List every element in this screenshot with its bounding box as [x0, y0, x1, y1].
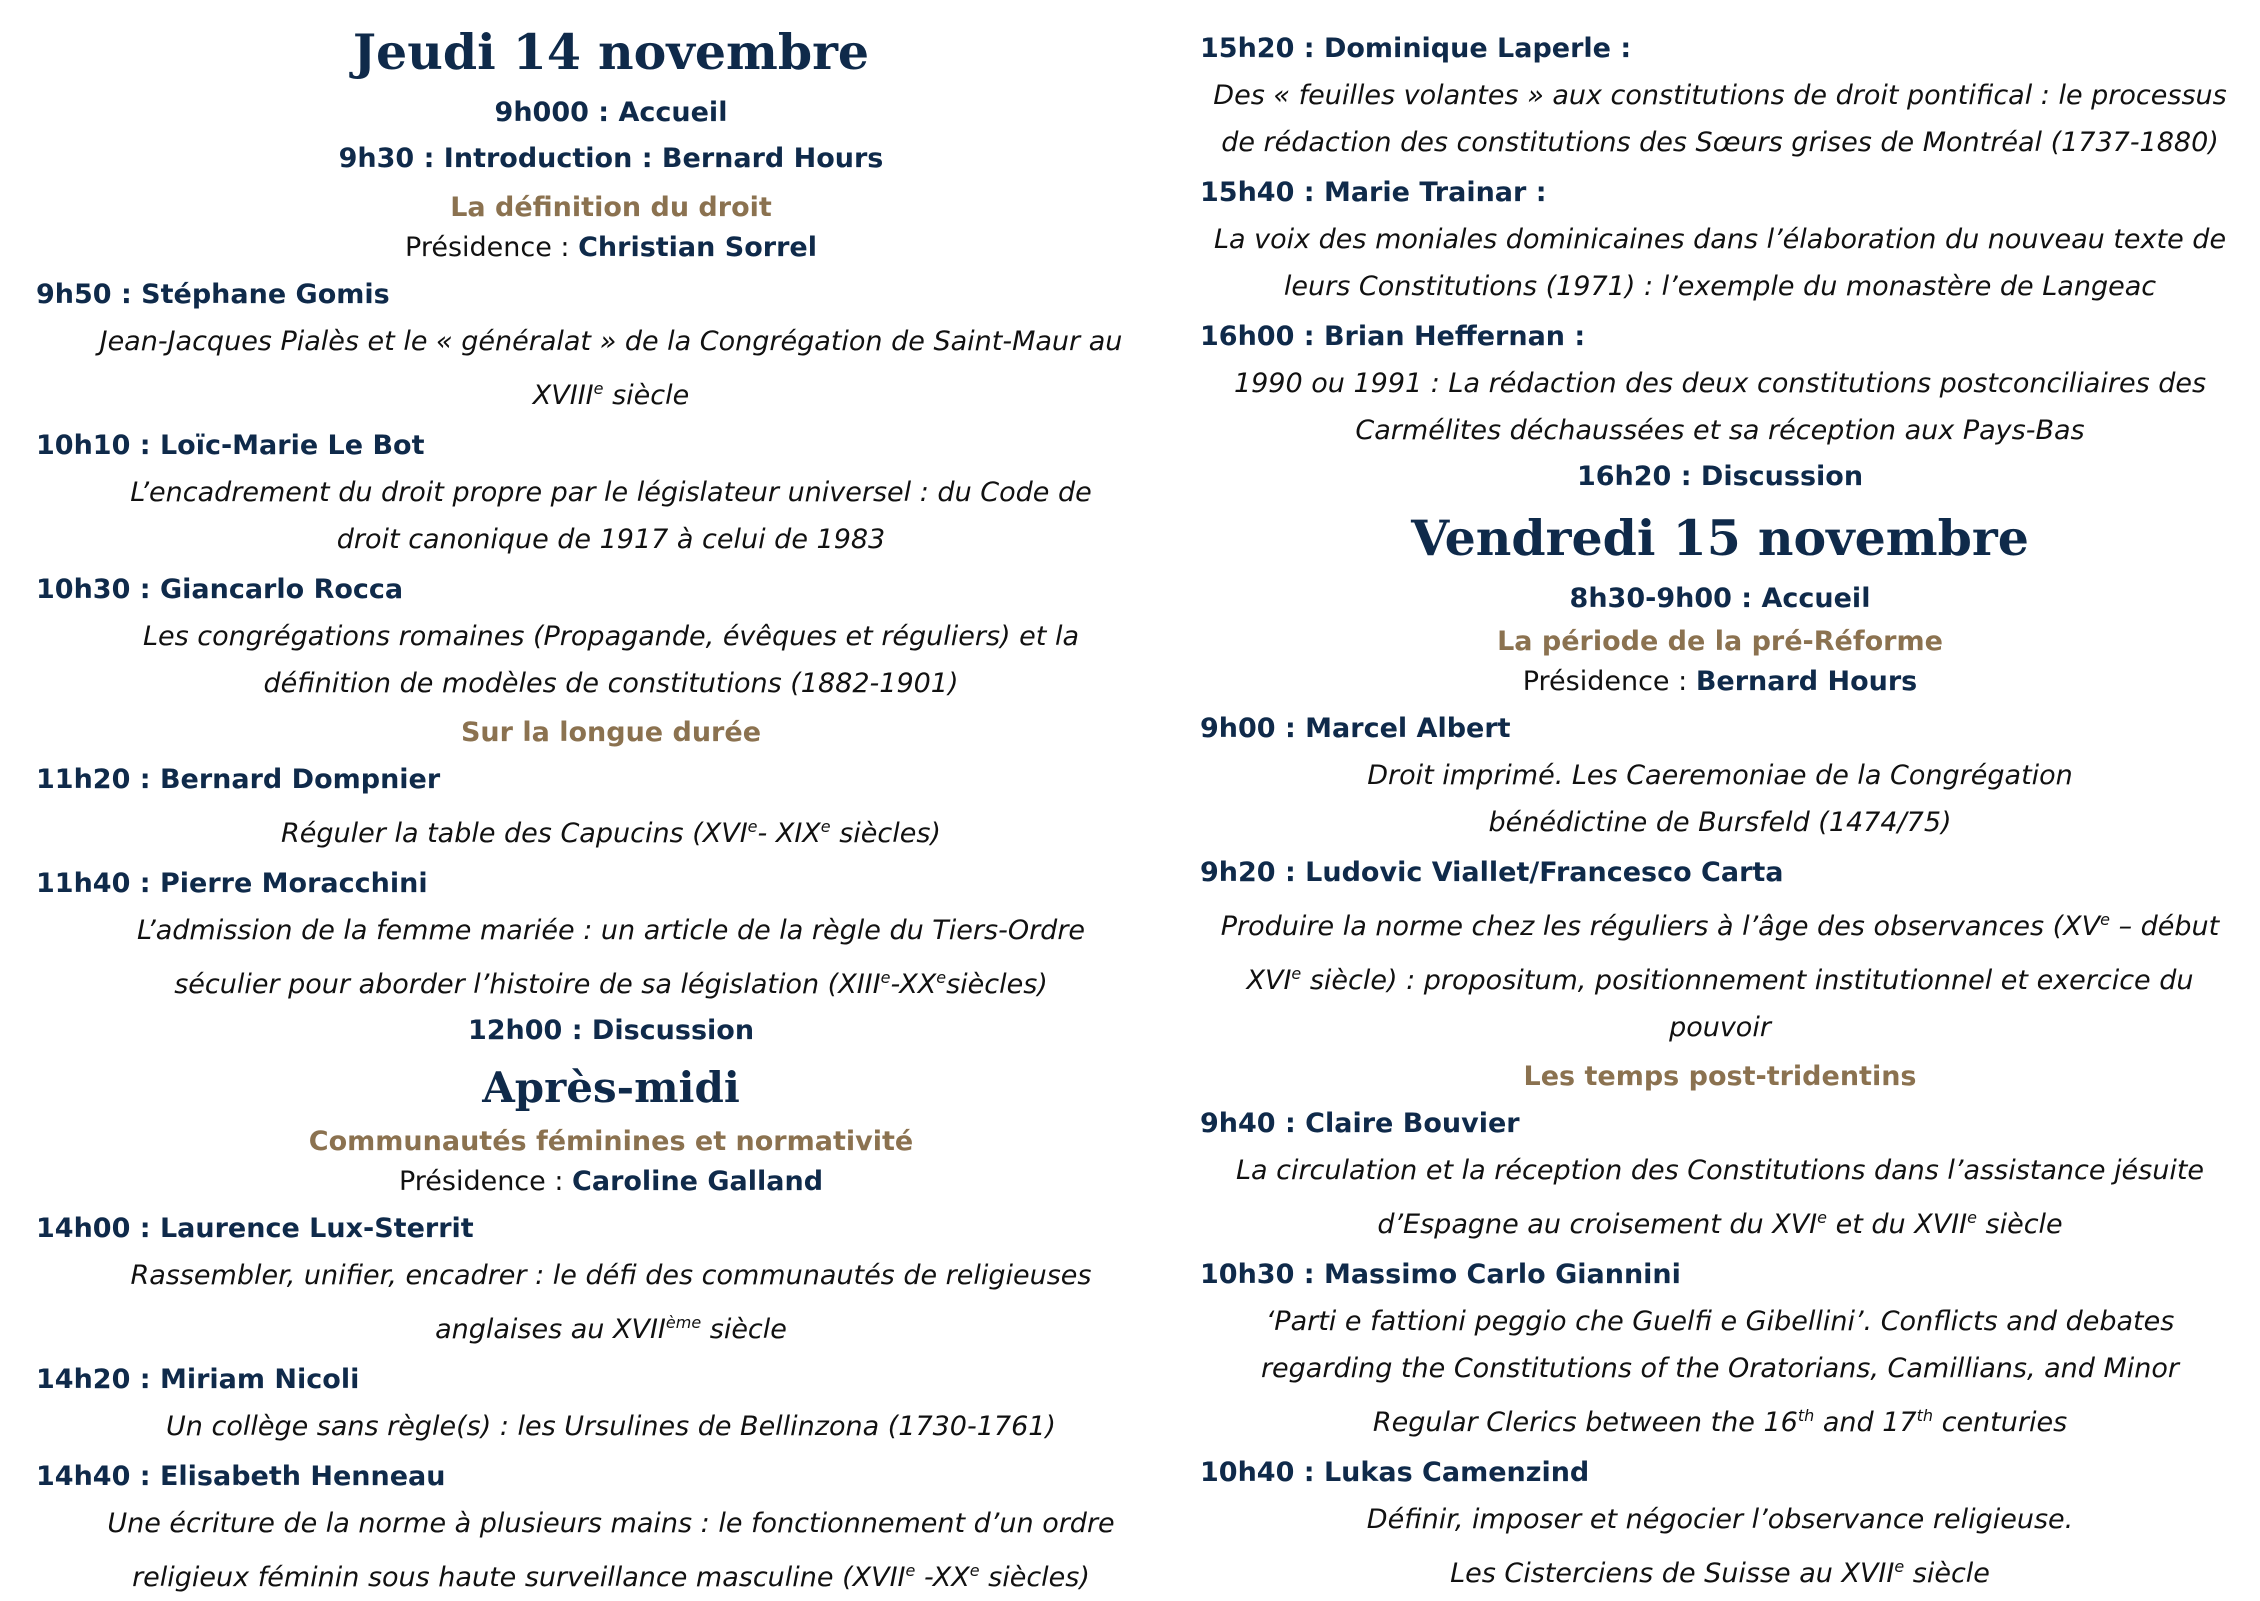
- title-text: d’Espagne au croisement du XVI: [1377, 1209, 1818, 1240]
- talk-title-line: pouvoir: [1669, 1012, 1771, 1043]
- talk: [36, 423, 1186, 563]
- accueil: 9h000 : Accueil: [494, 97, 728, 128]
- talk: [1200, 850, 2240, 1051]
- talk: [1200, 1101, 2240, 1248]
- talk-title-line: La circulation et la réception des Constitutions dans l’assistance jésuite: [1235, 1155, 2205, 1186]
- presidence-label: Présidence :: [1522, 666, 1696, 697]
- day-title-vendredi: Vendredi 15 novembre: [1411, 509, 2029, 567]
- talk: [36, 757, 1186, 857]
- talk-title-line: Des « feuilles volantes » aux constitutions de droit pontifical : le processus: [1213, 80, 2227, 111]
- talk-title: [1200, 752, 2240, 846]
- talk-title-line: ‘Parti e fattioni peggio che Guelfi e Gibellini’. Conflicts and debates: [1265, 1306, 2175, 1337]
- talk: [1200, 314, 2240, 454]
- talk: [1200, 1450, 2240, 1597]
- introduction: 9h30 : Introduction : Bernard Hours: [338, 143, 884, 174]
- talk-title-line: bénédictine de Bursfeld (1474/75): [1488, 807, 1952, 838]
- discussion: 12h00 : Discussion: [467, 1015, 755, 1046]
- talk-title-line: 1990 ou 1991 : La rédaction des deux constitutions postconciliaires des: [1233, 368, 2207, 399]
- talk: [36, 567, 1186, 707]
- left-column: [36, 0, 1186, 1601]
- talk-title-line: [44, 365, 1178, 419]
- superscript: e: [936, 968, 947, 987]
- talk-title: [36, 1403, 1186, 1450]
- title-text: anglaises au XVII: [435, 1314, 666, 1345]
- talk-title-line: [1208, 1392, 2232, 1446]
- title-text: XVIII: [532, 380, 594, 411]
- title-text: siècle: [1976, 1209, 2063, 1240]
- talk-speaker: 15h20 : Dominique Laperle :: [1200, 33, 1632, 64]
- talk-title: [36, 613, 1186, 707]
- superscript: e: [969, 1561, 980, 1580]
- talk-title: [1200, 1298, 2240, 1446]
- talk-title-line: [1208, 950, 2232, 1004]
- title-text: siècle: [1904, 1558, 1990, 1589]
- talk-speaker: 11h40 : Pierre Moracchini: [36, 868, 428, 899]
- talk-title-line: [44, 954, 1178, 1008]
- talk: [36, 1357, 1186, 1450]
- superscript: e: [1817, 1208, 1827, 1227]
- talk-title: [1200, 216, 2240, 310]
- talk-title-line: Carmélites déchaussées et sa réception aux Pays-Bas: [1355, 415, 2085, 446]
- talk: [1200, 1252, 2240, 1446]
- talk-speaker: 10h10 : Loïc-Marie Le Bot: [36, 430, 425, 461]
- talk-title-line: droit canonique de 1917 à celui de 1983: [336, 524, 886, 555]
- talk-title-line: [1208, 1194, 2232, 1248]
- superscript: th: [1797, 1406, 1815, 1425]
- talk-title-line: regarding the Constitutions of the Oratorians, Camillians, and Minor: [1260, 1353, 2180, 1384]
- title-text: siècle) : propositum, positionnement institutionnel et exercice du: [1301, 965, 2194, 996]
- presidence: [36, 228, 1186, 268]
- talk-title-line: [44, 1299, 1178, 1353]
- superscript: ème: [665, 1313, 702, 1332]
- talk-title: [1200, 896, 2240, 1051]
- talk-title-line: [1208, 896, 2232, 950]
- talk-speaker: 10h40 : Lukas Camenzind: [1200, 1457, 1590, 1488]
- talk-title-line: Un collège sans règle(s) : les Ursulines de Bellinzona (1730-1761): [166, 1411, 1056, 1442]
- presidence: [36, 1162, 1186, 1202]
- title-text: Regular Clerics between the 16: [1372, 1407, 1798, 1438]
- talk-speaker: 10h30 : Massimo Carlo Giannini: [1200, 1259, 1681, 1290]
- talk: [36, 272, 1186, 419]
- section-title: La période de la pré-Réforme: [1497, 626, 1943, 657]
- superscript: e: [820, 817, 831, 836]
- title-text: religieux féminin sous haute surveillance masculine (XVII: [132, 1562, 906, 1593]
- talk-title-line: L’admission de la femme mariée : un article de la règle du Tiers-Ordre: [136, 915, 1086, 946]
- section-title: Communautés féminines et normativité: [308, 1126, 914, 1157]
- superscript: e: [747, 817, 758, 836]
- presidence-label: Présidence :: [405, 232, 579, 263]
- talk-speaker: 14h00 : Laurence Lux-Sterrit: [36, 1213, 474, 1244]
- day-title-jeudi: Jeudi 14 novembre: [352, 23, 870, 81]
- superscript: e: [2100, 910, 2110, 929]
- title-text: – début: [2109, 911, 2220, 942]
- talk-speaker: 9h20 : Ludovic Viallet/Francesco Carta: [1200, 857, 1784, 888]
- talk-title: [36, 1252, 1186, 1353]
- talk-title: [36, 803, 1186, 857]
- talk-title: [1200, 1496, 2240, 1597]
- superscript: e: [1967, 1208, 1977, 1227]
- presidence-label: Présidence :: [398, 1166, 573, 1197]
- talk-title-line: Une écriture de la norme à plusieurs mains : le fonctionnement d’un ordre: [107, 1508, 1115, 1539]
- superscript: th: [1916, 1406, 1934, 1425]
- talk-title: [36, 907, 1186, 1008]
- apres-midi-title: Après-midi: [482, 1063, 740, 1112]
- title-text: and 17: [1814, 1407, 1917, 1438]
- talk: [1200, 26, 2240, 166]
- superscript: e: [593, 379, 604, 398]
- title-text: centuries: [1933, 1407, 2068, 1438]
- talk-title: [1200, 1147, 2240, 1248]
- accueil: 8h30-9h00 : Accueil: [1569, 583, 1871, 614]
- title-text: XVI: [1246, 965, 1292, 996]
- talk-title-line: Rassembler, unifier, encadrer : le défi des communautés de religieuses: [130, 1260, 1092, 1291]
- section-title: Sur la longue durée: [460, 717, 762, 748]
- title-text: -XX: [890, 969, 937, 1000]
- superscript: e: [1894, 1557, 1905, 1576]
- title-text: séculier pour aborder l’histoire de sa législation (XIII: [174, 969, 881, 1000]
- talk: [36, 1454, 1186, 1601]
- talk-title-line: Définir, imposer et négocier l’observance religieuse.: [1366, 1504, 2074, 1535]
- talk-title: [36, 318, 1186, 419]
- discussion: 16h20 : Discussion: [1576, 461, 1864, 492]
- talk-speaker: 14h40 : Elisabeth Henneau: [36, 1461, 446, 1492]
- title-text: Réguler la table des Capucins (XVI: [281, 818, 748, 849]
- talk: [1200, 706, 2240, 846]
- talk-speaker: 14h20 : Miriam Nicoli: [36, 1364, 360, 1395]
- talk-speaker: 9h50 : Stéphane Gomis: [36, 279, 390, 310]
- presidence: [1200, 662, 2240, 702]
- title-text: Produire la norme chez les réguliers à l’âge des observances (XV: [1220, 911, 2101, 942]
- talk-title-line: Jean-Jacques Pialès et le « généralat » de la Congrégation de Saint-Maur au: [99, 326, 1123, 357]
- talk-title-line: L’encadrement du droit propre par le législateur universel : du Code de: [130, 477, 1092, 508]
- talk-title-line: [44, 1547, 1178, 1601]
- talk-title-line: Droit imprimé. Les Caeremoniae de la Congrégation: [1367, 760, 2073, 791]
- title-text: Les Cisterciens de Suisse au XVII: [1450, 1558, 1895, 1589]
- talk-title: [36, 469, 1186, 563]
- talk: [36, 861, 1186, 1008]
- superscript: e: [905, 1561, 916, 1580]
- talk-speaker: 16h00 : Brian Heffernan :: [1200, 321, 1586, 352]
- talk-speaker: 15h40 : Marie Trainar :: [1200, 177, 1547, 208]
- talk-title-line: Les congrégations romaines (Propagande, évêques et réguliers) et la: [142, 621, 1080, 652]
- right-column: [1200, 0, 2240, 1597]
- talk-speaker: 9h40 : Claire Bouvier: [1200, 1108, 1520, 1139]
- talk-speaker: 10h30 : Giancarlo Rocca: [36, 574, 404, 605]
- talk-title-line: de rédaction des constitutions des Sœurs grises de Montréal (1737-1880): [1221, 127, 2219, 158]
- superscript: e: [1291, 964, 1302, 983]
- title-text: siècle: [603, 380, 690, 411]
- title-text: siècles): [979, 1562, 1090, 1593]
- presidence-name: Caroline Galland: [572, 1166, 824, 1197]
- talk-title: [1200, 360, 2240, 454]
- talk-speaker: 11h20 : Bernard Dompnier: [36, 764, 441, 795]
- section-title: La définition du droit: [450, 192, 772, 223]
- talk-title-line: leurs Constitutions (1971) : l’exemple du monastère de Langeac: [1283, 271, 2157, 302]
- superscript: e: [880, 968, 891, 987]
- title-text: siècles): [946, 969, 1048, 1000]
- talk: [36, 1206, 1186, 1353]
- presidence-name: Bernard Hours: [1695, 666, 1918, 697]
- talk-title-line: [44, 803, 1178, 857]
- title-text: - XIX: [757, 818, 821, 849]
- section-title: Les temps post-tridentins: [1523, 1061, 1917, 1092]
- talk: [1200, 170, 2240, 310]
- talk-title-line: [1208, 1543, 2232, 1597]
- title-text: et du XVII: [1827, 1209, 1968, 1240]
- talk-speaker: 9h00 : Marcel Albert: [1200, 713, 1511, 744]
- talk-title: [36, 1500, 1186, 1601]
- talk-title-line: définition de modèles de constitutions (1882-1901): [263, 668, 959, 699]
- talk-title: [1200, 72, 2240, 166]
- title-text: siècle: [701, 1314, 787, 1345]
- title-text: siècles): [830, 818, 941, 849]
- talk-title-line: La voix des moniales dominicaines dans l’élaboration du nouveau texte de: [1213, 224, 2227, 255]
- presidence-name: Christian Sorrel: [578, 232, 817, 263]
- title-text: -XX: [915, 1562, 970, 1593]
